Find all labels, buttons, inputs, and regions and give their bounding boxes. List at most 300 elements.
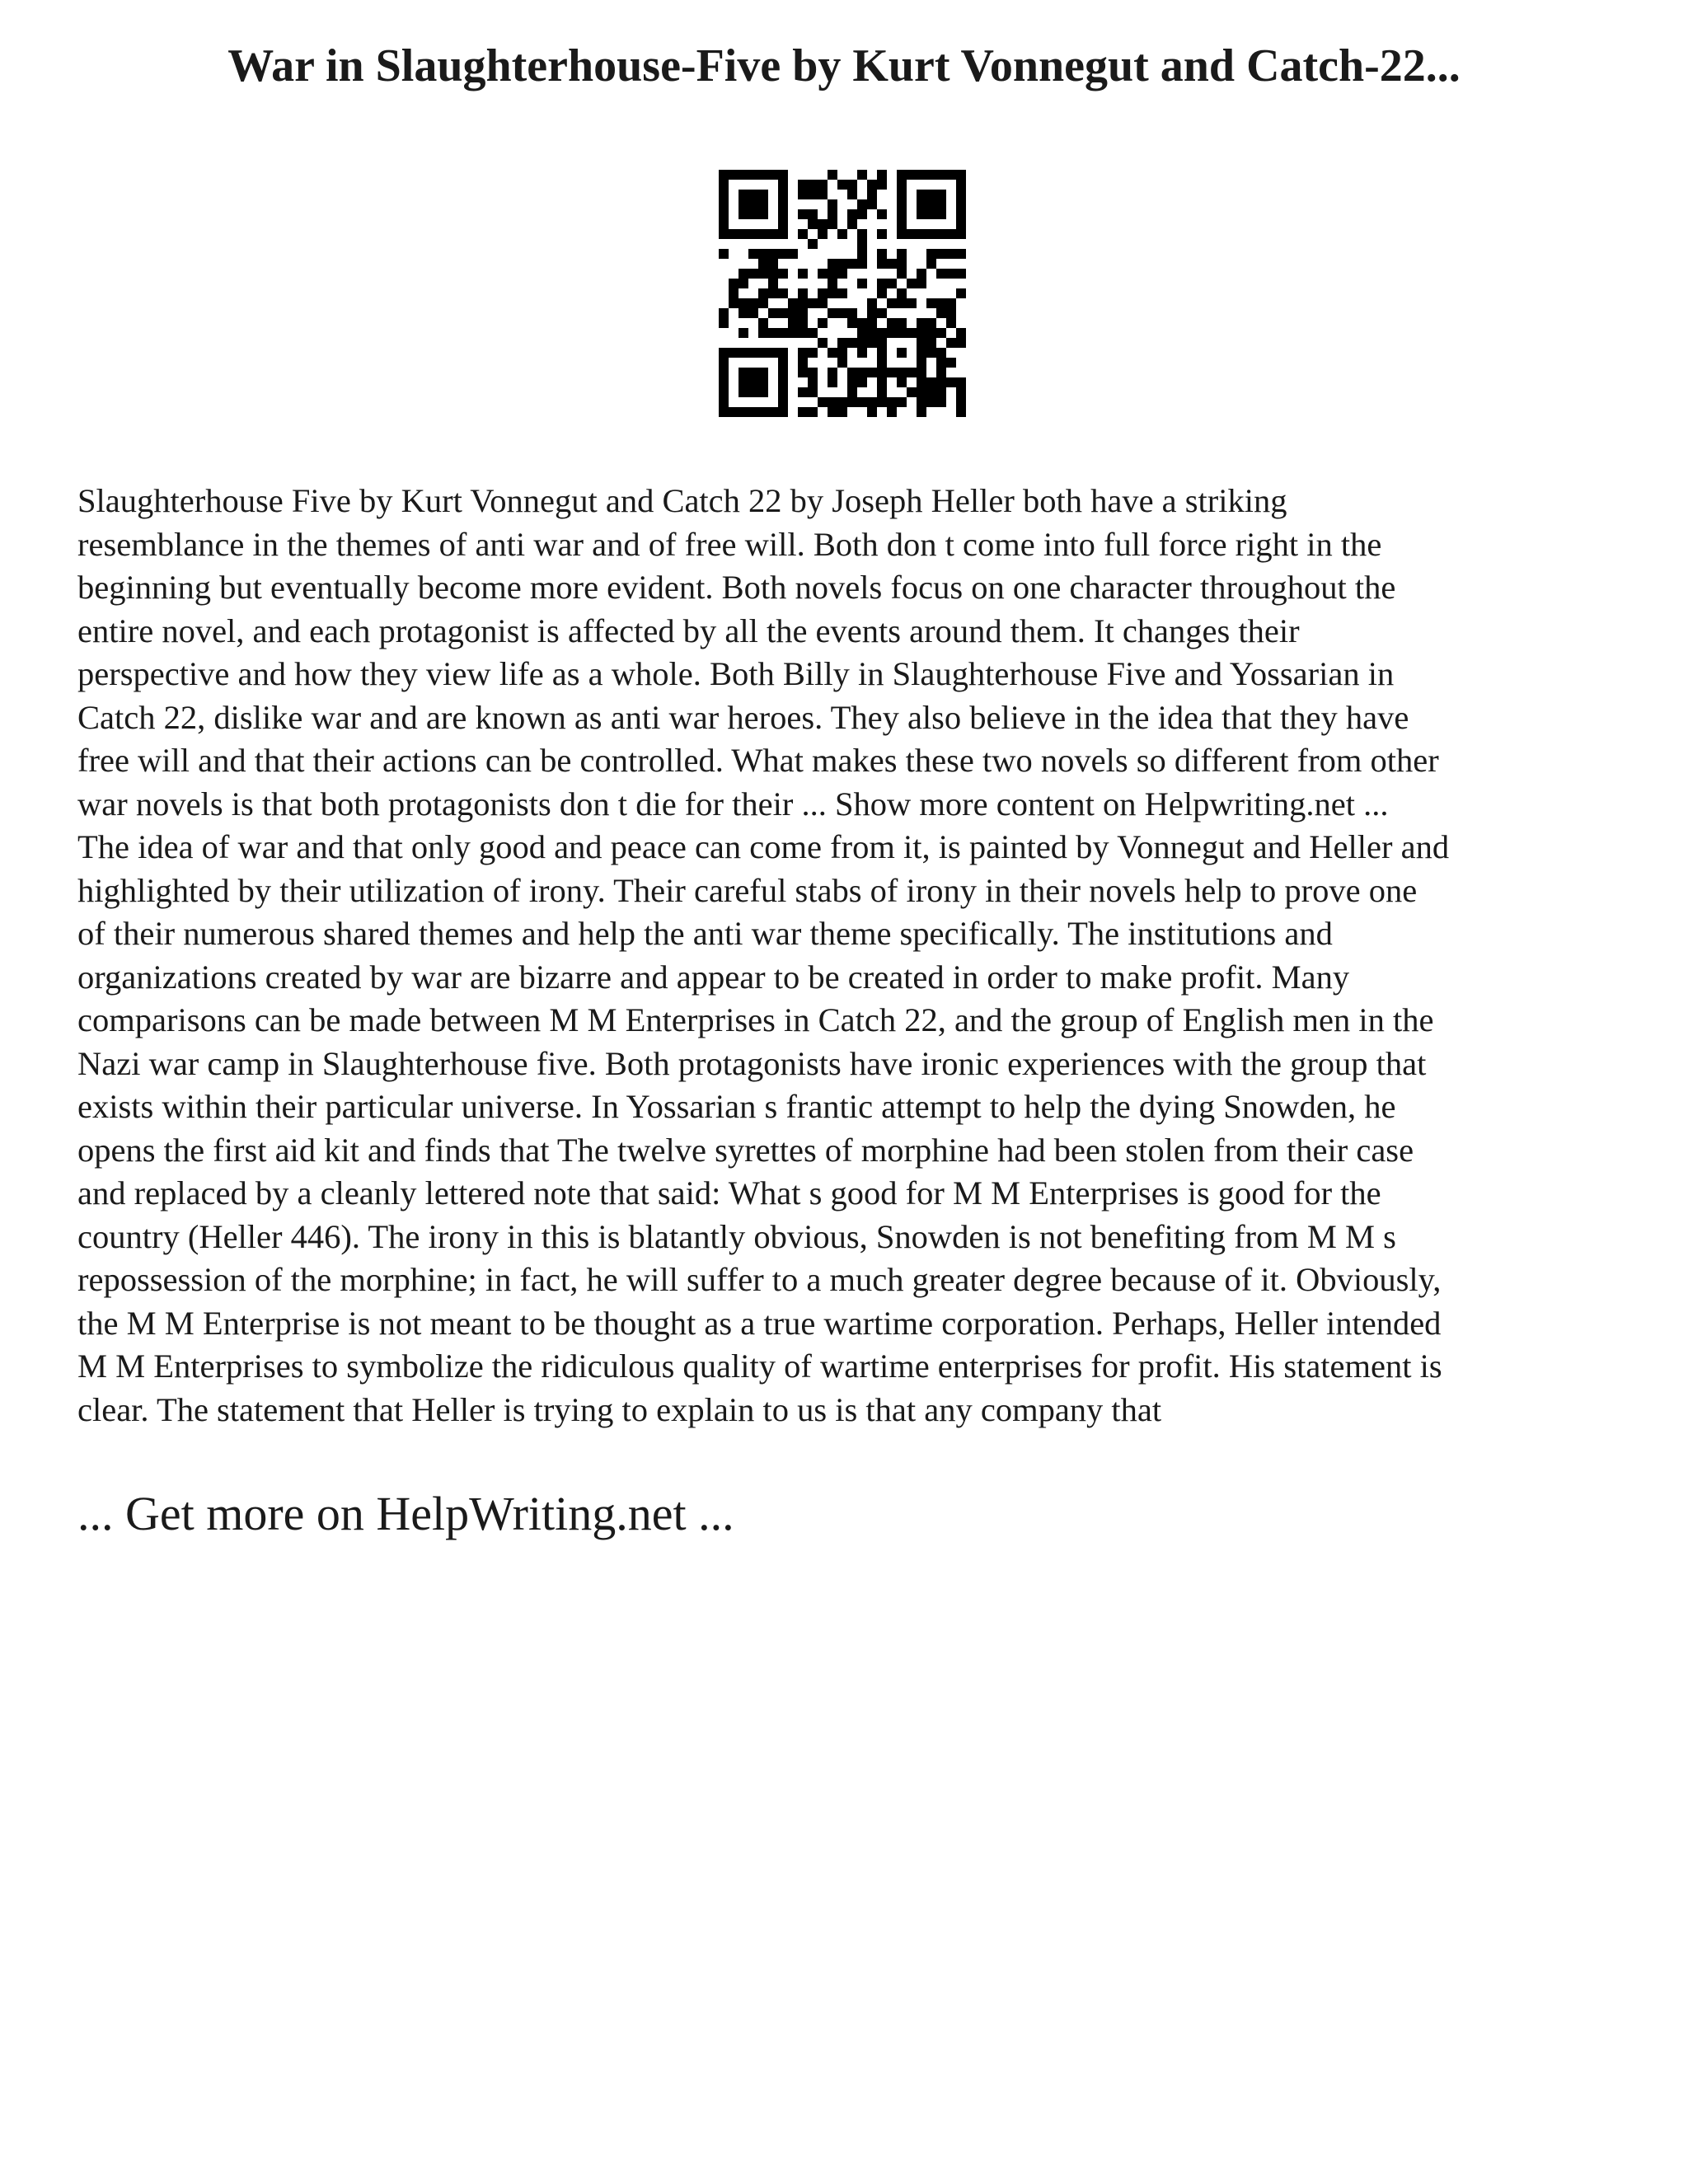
qr-module [758,269,768,279]
qr-module [719,318,729,328]
qr-module [917,269,926,279]
qr-module [828,368,837,377]
body-line: M M Enterprises to symbolize the ridiculous quality of wartime enterprises for profit. His statement is [77,1347,1442,1385]
qr-module [729,279,738,288]
qr-module [719,368,729,377]
qr-module [936,348,946,358]
qr-module [907,229,917,239]
qr-module [857,239,867,249]
qr-module [738,328,748,338]
qr-module [956,209,966,219]
qr-module [877,368,887,377]
qr-module [926,249,936,259]
qr-module [857,397,867,407]
qr-module [748,209,758,219]
qr-module [758,288,768,298]
qr-module [917,377,926,387]
qr-module [719,180,729,190]
qr-module [738,229,748,239]
qr-module [897,209,907,219]
qr-module [847,259,857,269]
qr-module [758,190,768,199]
qr-module [907,298,917,308]
qr-module [778,288,788,298]
qr-module [738,209,748,219]
qr-module [738,377,748,387]
qr-module [828,199,837,209]
qr-module [956,199,966,209]
qr-module [798,229,808,239]
qr-module [857,259,867,269]
qr-module [867,298,877,308]
qr-module [897,397,907,407]
qr-module [818,298,828,308]
qr-module [738,298,748,308]
qr-module [798,348,808,358]
qr-module [936,229,946,239]
qr-module [926,328,936,338]
qr-module [738,269,748,279]
qr-module [926,318,936,328]
qr-module [847,387,857,397]
qr-module [887,259,897,269]
qr-module [748,190,758,199]
qr-module [867,397,877,407]
qr-module [936,170,946,180]
qr-module [808,377,818,387]
qr-module [887,407,897,417]
qr-module [818,180,828,190]
body-line: country (Heller 446). The irony in this is blatantly obvious, Snowden is not benefiting from M M s [77,1217,1396,1255]
qr-module [719,397,729,407]
qr-module [887,328,897,338]
qr-module [719,249,729,259]
qr-module [946,338,956,348]
qr-module [956,407,966,417]
qr-module [907,170,917,180]
qr-module [857,377,867,387]
qr-module [936,298,946,308]
qr-module [719,170,729,180]
qr-module [818,288,828,298]
qr-module [758,348,768,358]
qr-module [818,397,828,407]
qr-module [808,387,818,397]
qr-module [956,249,966,259]
qr-module [808,348,818,358]
body-line: exists within their particular universe. In Yossarian s frantic attempt to help the dying Snowden, he [77,1088,1396,1125]
qr-module [936,377,946,387]
qr-module [778,368,788,377]
qr-module [828,377,837,387]
qr-module [768,308,778,318]
qr-module [956,377,966,387]
qr-module [926,377,936,387]
qr-module [768,229,778,239]
qr-module [897,328,907,338]
qr-module [936,209,946,219]
qr-module [778,348,788,358]
qr-module [719,358,729,368]
qr-module [897,269,907,279]
qr-module [778,308,788,318]
qr-module [946,170,956,180]
qr-module [857,279,867,288]
qr-module [956,288,966,298]
qr-module [946,249,956,259]
qr-module [818,229,828,239]
qr-module [768,279,778,288]
qr-module [719,387,729,397]
qr-module [778,209,788,219]
qr-module [748,377,758,387]
qr-module [758,170,768,180]
qr-module [778,170,788,180]
qr-module [719,308,729,318]
qr-module [867,368,877,377]
qr-module [936,249,946,259]
qr-module [857,348,867,358]
qr-module [748,170,758,180]
qr-module [917,407,926,417]
qr-module [867,180,877,190]
qr-module [758,298,768,308]
qr-module [857,338,867,348]
qr-module [946,318,956,328]
qr-module [788,318,798,328]
qr-module [748,199,758,209]
qr-module [867,190,877,199]
qr-module [828,269,837,279]
qr-module [828,209,837,219]
qr-module [778,219,788,229]
body-line: Catch 22, dislike war and are known as anti war heroes. They also believe in the idea that they have [77,698,1409,736]
qr-module [956,170,966,180]
body-line: of their numerous shared themes and help the anti war theme specifically. The institutions and [77,915,1333,952]
qr-module [738,170,748,180]
body-line: Slaughterhouse Five by Kurt Vonnegut and Catch 22 by Joseph Heller both have a striking [77,482,1287,519]
qr-module [867,308,877,318]
qr-module [897,298,907,308]
qr-module [768,170,778,180]
qr-module [837,288,847,298]
qr-module [768,249,778,259]
qr-module [917,328,926,338]
qr-module [729,229,738,239]
qr-module [758,328,768,338]
body-line: organizations created by war are bizarre and appear to be created in order to make profit. Many [77,958,1350,996]
qr-module [798,368,808,377]
qr-module [828,348,837,358]
qr-module [887,279,897,288]
qr-module [877,338,887,348]
qr-module [719,209,729,219]
qr-module [956,269,966,279]
qr-module [748,269,758,279]
qr-module [818,190,828,199]
qr-module [907,387,917,397]
body-line: The idea of war and that only good and peace can come from it, is painted by Vonnegut and Heller and [77,828,1450,865]
qr-module [907,279,917,288]
qr-module [897,318,907,328]
qr-module [758,249,768,259]
qr-module [887,318,897,328]
qr-module [758,209,768,219]
qr-module [847,397,857,407]
qr-module [847,190,857,199]
body-line: beginning but eventually become more evident. Both novels focus on one character throughout the [77,569,1396,606]
qr-module [798,308,808,318]
qr-module [837,269,847,279]
qr-module [926,229,936,239]
qr-module [788,298,798,308]
qr-module [748,229,758,239]
qr-module [748,348,758,358]
page-title: War in Slaughterhouse-Five by Kurt Vonnegut and Catch-22... [227,40,1461,91]
qr-module [729,348,738,358]
qr-module [748,298,758,308]
qr-module [738,348,748,358]
qr-module [956,180,966,190]
qr-module [719,348,729,358]
qr-module [877,288,887,298]
qr-module [877,358,887,368]
qr-module [758,199,768,209]
body-line: and replaced by a cleanly lettered note that said: What s good for M M Enterprises is good for the [77,1174,1381,1212]
qr-module [748,407,758,417]
qr-module [897,377,907,387]
qr-module [768,269,778,279]
qr-module [748,387,758,397]
qr-module [768,407,778,417]
qr-module [778,199,788,209]
qr-module [778,407,788,417]
qr-module [897,219,907,229]
qr-module [768,259,778,269]
qr-module [798,387,808,397]
qr-module [828,288,837,298]
qr-module [936,190,946,199]
qr-module [847,180,857,190]
qr-module [926,338,936,348]
qr-module [719,190,729,199]
body-line: free will and that their actions can be controlled. What makes these two novels so different from other [77,742,1439,779]
body-line: resemblance in the themes of anti war and of free will. Both don t come into full force right in the [77,525,1382,563]
qr-module [936,328,946,338]
qr-module [936,199,946,209]
qr-module [917,387,926,397]
qr-module [917,170,926,180]
qr-module [857,328,867,338]
qr-module [847,338,857,348]
qr-module [748,249,758,259]
qr-module [877,249,887,259]
qr-module [877,229,887,239]
qr-module [926,190,936,199]
qr-module [877,279,887,288]
qr-module [818,219,828,229]
qr-module [738,279,748,288]
qr-module [877,387,887,397]
body-line: highlighted by their utilization of irony. Their careful stabs of irony in their novels help to prove one [77,871,1418,909]
qr-module [867,318,877,328]
body-line: opens the first aid kit and finds that The twelve syrettes of morphine had been stolen from their case [77,1131,1414,1169]
qr-module [897,229,907,239]
qr-module [917,318,926,328]
qr-module [857,368,867,377]
qr-module [877,209,887,219]
qr-module [798,407,808,417]
qr-module [808,239,818,249]
qr-module [808,407,818,417]
qr-module [778,180,788,190]
qr-module [887,397,897,407]
qr-module [837,348,847,358]
qr-module [738,407,748,417]
qr-module [857,249,867,259]
qr-module [917,190,926,199]
qr-module [857,199,867,209]
qr-module [748,308,758,318]
qr-module [867,338,877,348]
qr-module [956,397,966,407]
get-more-link[interactable]: ... Get more on HelpWriting.net ... [77,1487,734,1540]
qr-module [828,397,837,407]
qr-module [798,180,808,190]
qr-module [926,199,936,209]
qr-module [738,308,748,318]
qr-module [768,288,778,298]
qr-module [877,328,887,338]
qr-module [847,308,857,318]
qr-module [917,358,926,368]
qr-module [897,180,907,190]
qr-module [917,338,926,348]
qr-module [936,397,946,407]
qr-module [897,170,907,180]
qr-module [956,328,966,338]
qr-module [778,377,788,387]
qr-code-icon [719,170,966,417]
qr-module [956,219,966,229]
qr-module [828,407,837,417]
qr-module [758,387,768,397]
qr-module [956,387,966,397]
qr-module [877,377,887,387]
qr-module [926,397,936,407]
qr-module [729,407,738,417]
qr-module [738,199,748,209]
qr-module [719,407,729,417]
qr-module [748,368,758,377]
body-line: entire novel, and each protagonist is affected by all the events around them. It changes their [77,612,1300,649]
qr-module [936,358,946,368]
qr-module [877,348,887,358]
qr-module [926,387,936,397]
qr-module [946,298,956,308]
qr-module [828,279,837,288]
qr-module [946,358,956,368]
qr-module [719,229,729,239]
qr-module [798,190,808,199]
qr-module [837,338,847,348]
qr-module [758,259,768,269]
qr-module [897,249,907,259]
qr-module [778,328,788,338]
body-text [77,480,1627,1432]
body-line: perspective and how they view life as a whole. Both Billy in Slaughterhouse Five and Yossarian in [77,655,1395,692]
qr-module [936,387,946,397]
qr-module [837,180,847,190]
qr-module [778,358,788,368]
qr-module [758,229,768,239]
qr-module [778,397,788,407]
qr-module [877,259,887,269]
qr-module [719,377,729,387]
qr-module [867,199,877,209]
qr-module [857,170,867,180]
qr-module [808,328,818,338]
qr-module [897,199,907,209]
body-line: clear. The statement that Heller is trying to explain to us is that any company that [77,1390,1162,1428]
qr-module [917,209,926,219]
qr-module [729,288,738,298]
qr-module [778,249,788,259]
qr-module [926,170,936,180]
qr-module [907,368,917,377]
qr-module [857,209,867,219]
qr-module [956,190,966,199]
qr-module [808,219,818,229]
qr-module [808,368,818,377]
qr-module [837,397,847,407]
qr-module [857,318,867,328]
qr-module [738,387,748,397]
body-line: the M M Enterprise is not meant to be thought as a true wartime corporation. Perhaps, Heller intended [77,1304,1442,1342]
qr-module [758,368,768,377]
qr-module [758,407,768,417]
qr-module [808,298,818,308]
qr-module [808,190,818,199]
qr-module [956,338,966,348]
qr-module [818,318,828,328]
qr-module [917,229,926,239]
qr-module [778,190,788,199]
qr-module [956,229,966,239]
qr-module [946,308,956,318]
qr-module [778,269,788,279]
qr-module [768,348,778,358]
qr-module [897,368,907,377]
qr-module [897,259,907,269]
qr-module [897,190,907,199]
qr-module [837,358,847,368]
qr-module [758,377,768,387]
qr-module [837,407,847,417]
qr-module [857,229,867,239]
qr-module [788,249,798,259]
qr-module [828,219,837,229]
qr-module [837,308,847,318]
qr-module [877,308,887,318]
qr-module [788,308,798,318]
qr-module [887,298,897,308]
qr-module [946,229,956,239]
qr-module [847,209,857,219]
qr-module [738,190,748,199]
qr-module [917,397,926,407]
qr-module [798,328,808,338]
